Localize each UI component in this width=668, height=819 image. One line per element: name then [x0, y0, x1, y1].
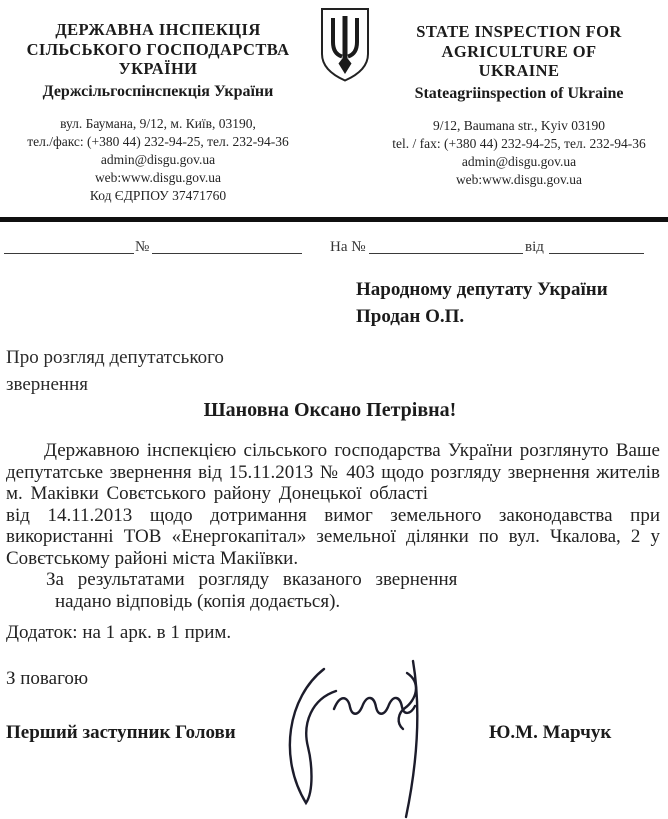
salutation: Шановна Оксано Петрівна!	[203, 399, 457, 421]
body-line: використанні ТОВ «Енергокапітал» земельної ділянки по вул. Чкалова, 2 у	[6, 526, 660, 547]
org-short-name-en: Stateagriinspection of Ukraine	[414, 84, 624, 102]
org-name-line-en: AGRICULTURE OF	[441, 41, 597, 61]
org-name-line-en: UKRAINE	[478, 61, 560, 80]
phone-line: тел./факс: (+380 44) 232-94-25, тел. 232-94-36	[27, 133, 289, 149]
outgoing-number-blank-line	[152, 253, 302, 254]
ukraine-tryzub-emblem-icon	[316, 6, 374, 84]
outgoing-date-blank-line	[4, 253, 134, 254]
incoming-date-blank-line	[549, 253, 644, 254]
edrpou-code-line: Код ЄДРПОУ 37471760	[89, 187, 227, 203]
addressee-name: Продан О.П.	[356, 306, 465, 327]
body-line: Державною інспекцією сільського господарства України розглянуто Ваше	[44, 440, 660, 461]
address-line-en: 9/12, Baumana str., Kyiv 03190	[432, 117, 606, 133]
email-line: admin@disgu.gov.ua	[100, 151, 216, 167]
signature-scribble	[262, 653, 440, 819]
org-name-line-en: STATE INSPECTION FOR	[416, 22, 622, 41]
body-line: За результатами розгляду вказаного звернення	[46, 569, 458, 590]
header-divider	[0, 217, 668, 222]
subject-block	[6, 344, 224, 398]
letterhead-left	[8, 20, 308, 205]
letter-body	[6, 440, 660, 612]
addressee-block	[356, 276, 608, 330]
contact-block-right	[378, 117, 660, 189]
attachment-note: Додаток: на 1 арк. в 1 прим.	[6, 622, 232, 643]
subject-line: Про розгляд депутатського	[6, 347, 224, 368]
org-name-line: УКРАЇНИ	[118, 59, 198, 78]
body-line: депутатське звернення від 15.11.2013 № 403 щодо розгляду звернення жителів	[6, 461, 660, 483]
reference-row	[4, 238, 656, 256]
closing-phrase: З повагою	[6, 668, 89, 689]
body-line: від 14.11.2013 щодо дотримання вимог земельного законодавства при	[6, 504, 660, 526]
incoming-date-label: від	[525, 239, 544, 255]
address-line: вул. Баумана, 9/12, м. Київ, 03190,	[60, 115, 256, 131]
org-short-name: Держсільгоспінспекція України	[42, 82, 274, 100]
contact-block-left	[8, 115, 308, 205]
signer-position-title: Перший заступник Голови	[6, 722, 236, 743]
body-line: м. Маківки Совєтського району Донецької області	[6, 483, 429, 504]
email-line-en: admin@disgu.gov.ua	[461, 153, 577, 169]
signer-name: Ю.М. Марчук	[489, 722, 612, 743]
website-line: web:www.disgu.gov.ua	[94, 169, 222, 185]
incoming-number-blank-line	[369, 253, 523, 254]
letterhead-right	[378, 22, 660, 189]
phone-line-en: tel. / fax: (+380 44) 232-94-25, тел. 232-94-36	[392, 135, 646, 151]
subject-line: звернення	[6, 374, 88, 395]
body-line: надано відповідь (копія додається).	[55, 590, 341, 612]
org-name-line: ДЕРЖАВНА ІНСПЕКЦІЯ	[55, 20, 261, 39]
org-name-line: СІЛЬСЬКОГО ГОСПОДАРСТВА	[26, 39, 290, 59]
outgoing-number-label: №	[135, 239, 150, 255]
body-line: Совєтському районі міста Макіївки.	[6, 547, 299, 569]
incoming-number-label: На №	[330, 239, 366, 255]
website-line-en: web:www.disgu.gov.ua	[455, 171, 583, 187]
addressee-title: Народному депутату України	[356, 279, 608, 300]
